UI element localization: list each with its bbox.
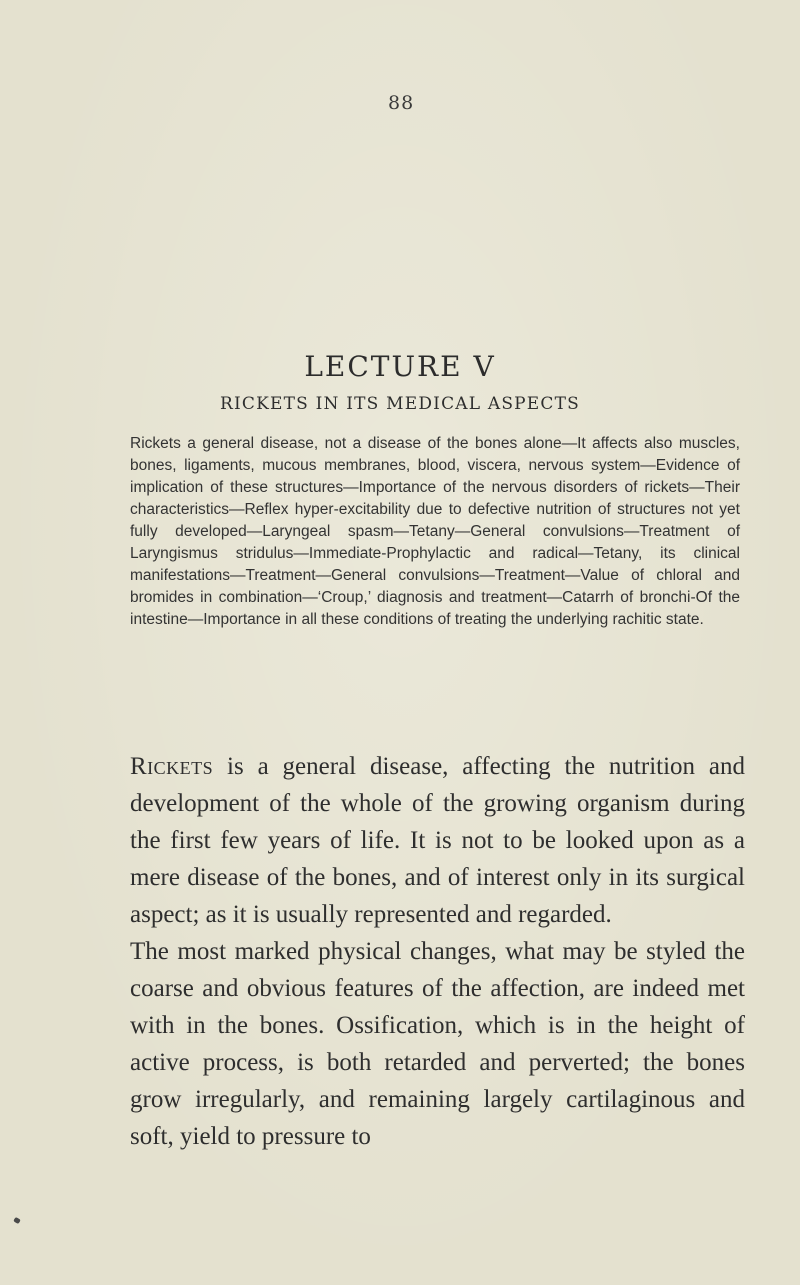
paragraph-2: The most marked physical changes, what may be styled the coarse and obvious features of the affection, are indeed met with in the bones. Ossification, which is in the height of active process, is both retarded and perverted; the bones grow irregularly, and remaining largely cartilaginous and soft, yield to pressure to [130,938,745,1150]
lecture-subtitle: RICKETS IN ITS MEDICAL ASPECTS [219,394,581,414]
page-number: 88 [388,92,415,114]
paragraph-1-rest: is a general disease, affecting the nutrition and development of the whole of the growing organism during the first few years of life. It is not to be looked upon as a mere disease of the bones, and of interest only in its surgical aspect; as it is usually represented and regarded. [130,753,745,928]
paragraph-1 [130,748,745,933]
body-text [130,748,745,1155]
lecture-title: LECTURE V [304,350,496,383]
paragraph-1-lead: Rickets [130,753,214,780]
margin-speck [13,1217,21,1224]
lecture-abstract: Rickets a general disease, not a disease of the bones alone—It affects also muscles, bones, ligaments, mucous membranes, blood, viscera, nervous system—Evidence of implication of these structures—Importance of the nervous disorders of rickets—Their characteristics—Reflex hyper-excitability due to defective nutrition of structures not yet fully developed—Laryngeal spasm—Tetany—General convulsions—Treatment of Laryngismus stridulus—Immediate-Prophylactic and radical—Tetany, its clinical manifestations—Treatment—General convulsions—Treatment—Value of chloral and bromides in combination—‘Croup,’ diagnosis and treatment—Catarrh of bronchi-Of the intestine—Importance in all these conditions of treating the underlying rachitic state. [130,435,740,628]
